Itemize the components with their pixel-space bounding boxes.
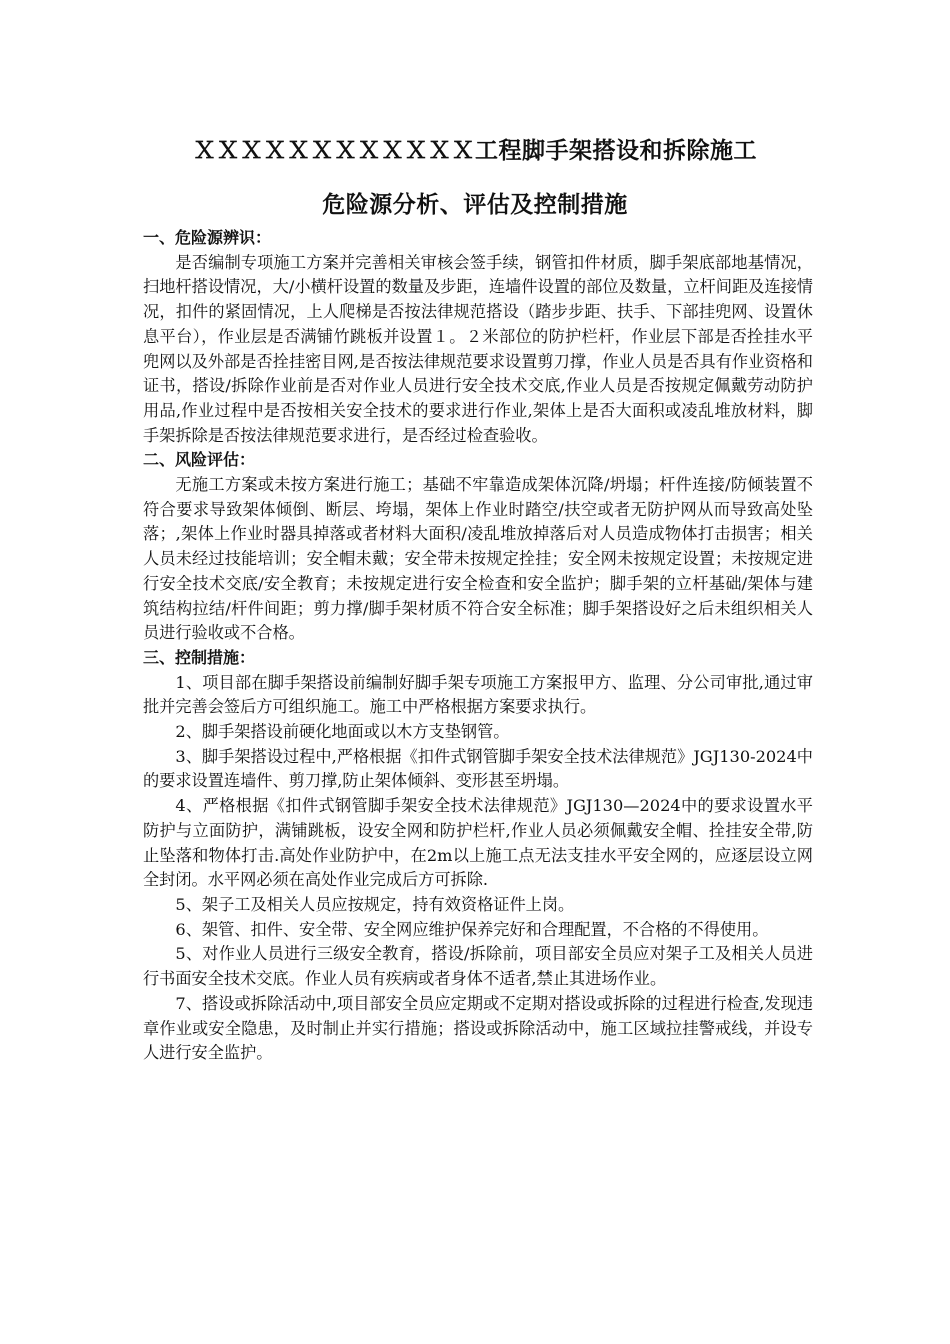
section2-text: 无施工方案或未按方案进行施工；基础不牢靠造成架体沉降/坍塌；杆件连接/防倾装置不符合要求导致架体倾倒、断层、垮塌，架体上作业时踏空/扶空或者无防护网从而导致高处坠落；,架体上作业时器具掉落或者材料大面积/凌乱堆放掉落后对人员造成物体打击损害；相关人员未经过技能培训；安全帽未戴；安全带未按规定拴挂；安全网未按规定设置；未按规定进行安全技术交底/安全教育；未按规定进行安全检查和安全监护；脚手架的立杆基础/架体与建筑结构拉结/杆件间距；剪力撑/脚手架材质不符合安全标准；脚手架搭设好之后未组织相关人员进行验收或不合格。 — [143, 475, 813, 643]
section2-heading: 二、风险评估： — [143, 450, 256, 470]
document-title-line1: ＸＸＸＸＸＸＸＸＸＸＸＸ工程脚手架搭设和拆除施工 — [193, 138, 757, 164]
measure-item-8: 7、搭设或拆除活动中,项目部安全员应定期或不定期对搭设或拆除的过程进行检查,发现违章作业或安全隐患，及时制止并实行措施；搭设或拆除活动中，施工区域拉挂警戒线，并设专人进行安全监护。 — [143, 993, 813, 1063]
measure-item-2: 2、脚手架搭设前硬化地面或以木方支垫钢管。 — [175, 722, 510, 742]
measure-item-4: 4、严格根据《扣件式钢管脚手架安全技术法律规范》JGJ130—2024中的要求设置水平防护与立面防护，满铺跳板，设安全网和防护栏杆,作业人员必须佩戴安全帽、拴挂安全带,防止坠落和物体打击.高处作业防护中，在2m以上施工点无法支挂水平安全网的，应逐层设立网全封闭。水平网必须在高处作业完成后方可拆除. — [143, 796, 813, 890]
measure-item-7: 5、对作业人员进行三级安全教育，搭设/拆除前，项目部安全员应对架子工及相关人员进行书面安全技术交底。作业人员有疾病或者身体不适者,禁止其进场作业。 — [143, 944, 813, 989]
section1-heading: 一、危险源辨识： — [143, 228, 272, 247]
measure-item-6: 6、架管、扣件、安全带、安全网应维护保养完好和合理配置，不合格的不得使用。 — [175, 919, 769, 939]
measure-item-1: 1、项目部在脚手架搭设前编制好脚手架专项施工方案报甲方、监理、分公司审批,通过审批并完善会签后方可组织施工。施工中严格根据方案要求执行。 — [143, 672, 813, 717]
section3-heading: 三、控制措施： — [143, 647, 256, 667]
measure-item-3: 3、脚手架搭设过程中,严格根据《扣件式钢管脚手架安全技术法律规范》JGJ130-2024中的要求设置连墙件、剪刀撑,防止架体倾斜、变形甚至坍塌。 — [143, 746, 813, 791]
document-body — [143, 226, 813, 1066]
document-title-line2: 危险源分析、评估及控制措施 — [322, 192, 628, 218]
measure-item-5: 5、架子工及相关人员应按规定，持有效资格证件上岗。 — [175, 894, 575, 914]
section1-text: 是否编制专项施工方案并完善相关审核会签手续，钢管扣件材质，脚手架底部地基情况，扫地杆搭设情况，大/小横杆设置的数量及步距，连墙件设置的部位及数量，立杆间距及连接情况，扣件的紧固情况，上人爬梯是否按法律规范搭设（踏步步距、扶手、下部挂兜网、设置休息平台），作业层是否满铺竹跳板并设置１。２米部位的防护栏杆，作业层下部是否拴挂水平兜网以及外部是否拴挂密目网,是否按法律规范要求设置剪刀撑，作业人员是否具有作业资格和证书，搭设/拆除作业前是否对作业人员进行安全技术交底,作业人员是否按规定佩戴劳动防护用品,作业过程中是否按相关安全技术的要求进行作业,架体上是否大面积或凌乱堆放材料，脚手架拆除是否按法律规范要求进行，是否经过检查验收。 — [143, 252, 813, 445]
